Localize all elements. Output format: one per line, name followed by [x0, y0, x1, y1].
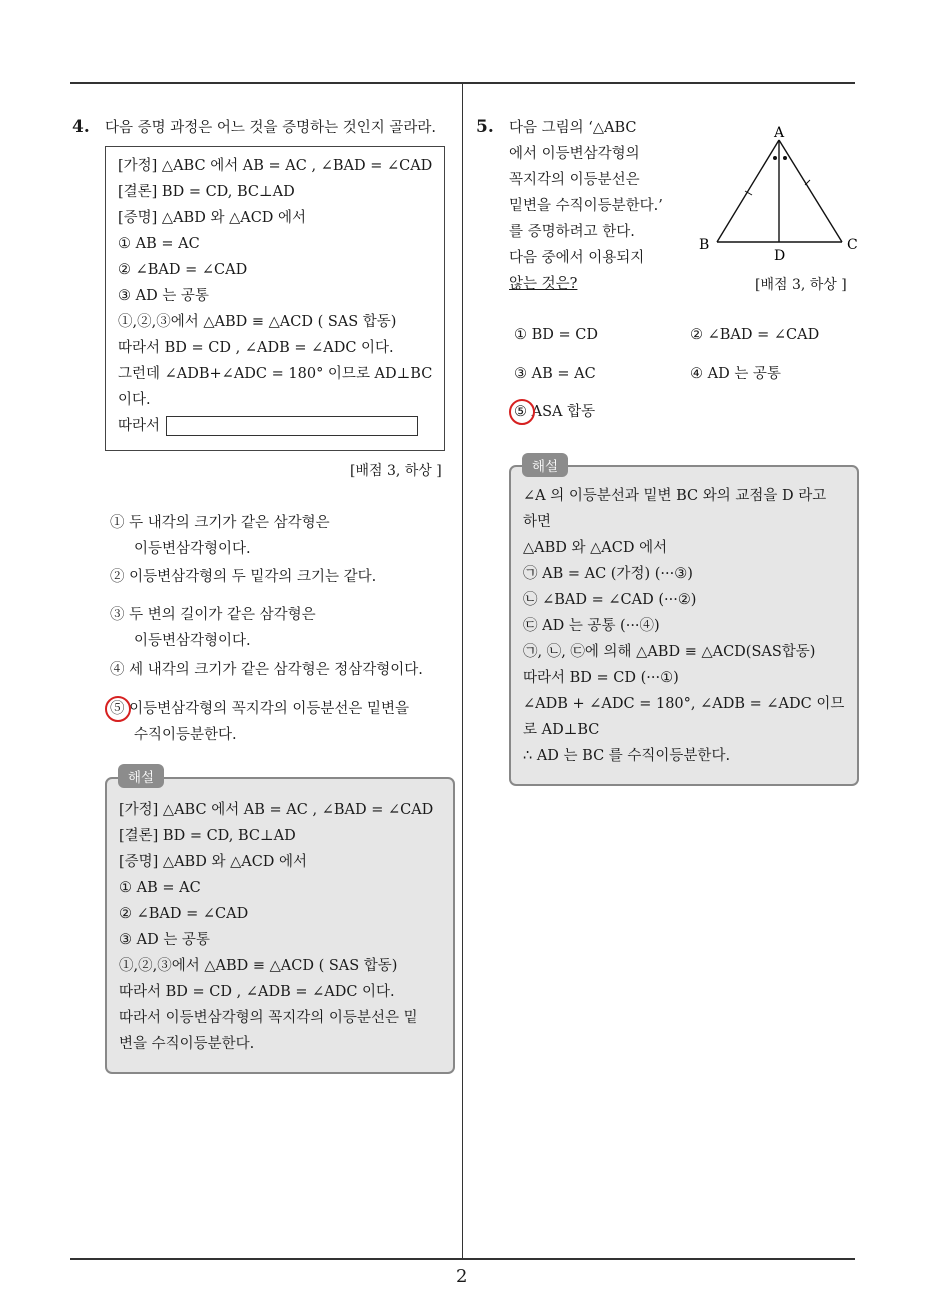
q4-explanation-line: ① AB = AC [119, 880, 201, 896]
q4-proof-line: 그런데 ∠ADB+∠ADC = 180° 이므로 AD⊥BC [118, 366, 433, 382]
label-b: B [699, 237, 710, 253]
q4-explanation-line: 변을 수직이등분한다. [119, 1036, 255, 1052]
q5-explanation-line: 하면 [523, 514, 552, 530]
q5-explanation-text [523, 483, 844, 769]
q4-explanation-line: [가정] △ABC 에서 AB = AC , ∠BAD = ∠CAD [119, 802, 434, 818]
q5-explanation-line: 로 AD⊥BC [523, 722, 600, 738]
page-number: 2 [456, 1266, 468, 1287]
q5-score: [배점 3, 하상 ] [755, 277, 847, 293]
q5-explanation-tab: 해설 [522, 453, 568, 477]
bottom-rule [70, 1258, 855, 1260]
q4-explanation-tab: 해설 [118, 764, 164, 788]
q4-selected-answer-mark [105, 696, 131, 722]
q5-number: 5. [476, 117, 494, 137]
angle-dot-right [783, 156, 787, 160]
q5-explanation-line: ㉡ ∠BAD = ∠CAD (···②) [523, 592, 697, 608]
q4-explanation-line: ② ∠BAD = ∠CAD [119, 906, 249, 922]
q4-proof-last-label: 따라서 [118, 418, 161, 434]
q4-score: [배점 3, 하상 ] [350, 463, 442, 479]
q4-proof-line: [증명] △ABD 와 △ACD 에서 [118, 210, 307, 226]
angle-dot-left [773, 156, 777, 160]
q4-explanation-line: [결론] BD = CD, BC⊥AD [119, 828, 296, 844]
q4-explanation-line: 따라서 BD = CD , ∠ADB = ∠ADC 이다. [119, 984, 395, 1000]
q4-option-1[interactable]: ① 두 내각의 크기가 같은 삼각형은 이등변삼각형이다. [110, 515, 330, 557]
q4-proof-line: [결론] BD = CD, BC⊥AD [118, 184, 295, 200]
label-c: C [847, 237, 858, 253]
q5-explanation-line: ∴ AD 는 BC 를 수직이등분한다. [523, 748, 731, 764]
q4-proof-line: 이다. [118, 392, 151, 408]
q5-option-5[interactable]: ⑤ ASA 합동 [514, 404, 596, 420]
q4-proof-line: ③ AD 는 공통 [118, 288, 209, 304]
q4-proof-line: ①,②,③에서 △ABD ≡ △ACD ( SAS 합동) [118, 314, 397, 330]
q4-explanation-line: ①,②,③에서 △ABD ≡ △ACD ( SAS 합동) [119, 958, 398, 974]
q4-proof-line: ② ∠BAD = ∠CAD [118, 262, 248, 278]
q5-selected-answer-mark [509, 399, 535, 425]
q4-explanation-text [119, 797, 433, 1057]
q4-proof-line: 따라서 BD = CD , ∠ADB = ∠ADC 이다. [118, 340, 394, 356]
q5-explanation-line: ∠A 의 이등분선과 밑변 BC 와의 교점을 D 라고 [523, 488, 827, 504]
q4-explanation-line: 따라서 이등변삼각형의 꼭지각의 이등분선은 밑 [119, 1010, 418, 1026]
q4-proof-text [118, 153, 432, 439]
q5-explanation-line: △ABD 와 △ACD 에서 [523, 540, 668, 556]
q4-option-5[interactable]: ⑤ 이등변삼각형의 꼭지각의 이등분선은 밑변을 수직이등분한다. [110, 701, 410, 743]
q4-question: 다음 증명 과정은 어느 것을 증명하는 것인지 골라라. [105, 120, 437, 136]
q4-number: 4. [72, 117, 90, 137]
q5-option-1[interactable]: ① BD = CD [514, 327, 598, 343]
q4-proof-line: ① AB = AC [118, 236, 200, 252]
q5-explanation-line: ㉢ AD 는 공통 (···④) [523, 618, 660, 634]
triangle-figure [690, 120, 870, 270]
q4-answer-blank [166, 416, 418, 436]
q5-option-3[interactable]: ③ AB = AC [514, 366, 596, 382]
q5-option-2[interactable]: ② ∠BAD = ∠CAD [690, 327, 820, 343]
q5-option-4[interactable]: ④ AD 는 공통 [690, 366, 781, 382]
side-ab [717, 140, 779, 242]
q4-explanation-line: [증명] △ABD 와 △ACD 에서 [119, 854, 308, 870]
column-divider [462, 83, 463, 1259]
q5-explanation-box [509, 465, 859, 786]
label-d: D [774, 248, 786, 264]
label-a: A [774, 125, 785, 141]
q5-explanation-line: ㉠, ㉡, ㉢에 의해 △ABD ≡ △ACD(SAS합동) [523, 644, 816, 660]
q5-question: 다음 그림의 ‘△ABC 에서 이등변삼각형의 꼭지각의 이등분선은 밑변을 수직이등분한다.’ 를 증명하려고 한다. 다음 중에서 이용되지 않는 것은? [509, 120, 663, 292]
side-ac [779, 140, 842, 242]
q5-explanation-line: ∠ADB + ∠ADC = 180°, ∠ADB = ∠ADC 이므 [523, 696, 845, 712]
q5-explanation-line: 따라서 BD = CD (···①) [523, 670, 679, 686]
q4-option-3[interactable]: ③ 두 변의 길이가 같은 삼각형은 이등변삼각형이다. [110, 607, 316, 649]
q4-explanation-box [105, 777, 455, 1074]
q4-proof-line: [가정] △ABC 에서 AB = AC , ∠BAD = ∠CAD [118, 158, 433, 174]
q4-option-4[interactable]: ④ 세 내각의 크기가 같은 삼각형은 정삼각형이다. [110, 662, 423, 678]
q4-proof-box [105, 146, 445, 451]
q4-option-2[interactable]: ② 이등변삼각형의 두 밑각의 크기는 같다. [110, 569, 377, 585]
q4-proof-last-line [118, 413, 432, 439]
q4-explanation-line: ③ AD 는 공통 [119, 932, 210, 948]
q5-explanation-line: ㉠ AB = AC (가정) (···③) [523, 566, 693, 582]
